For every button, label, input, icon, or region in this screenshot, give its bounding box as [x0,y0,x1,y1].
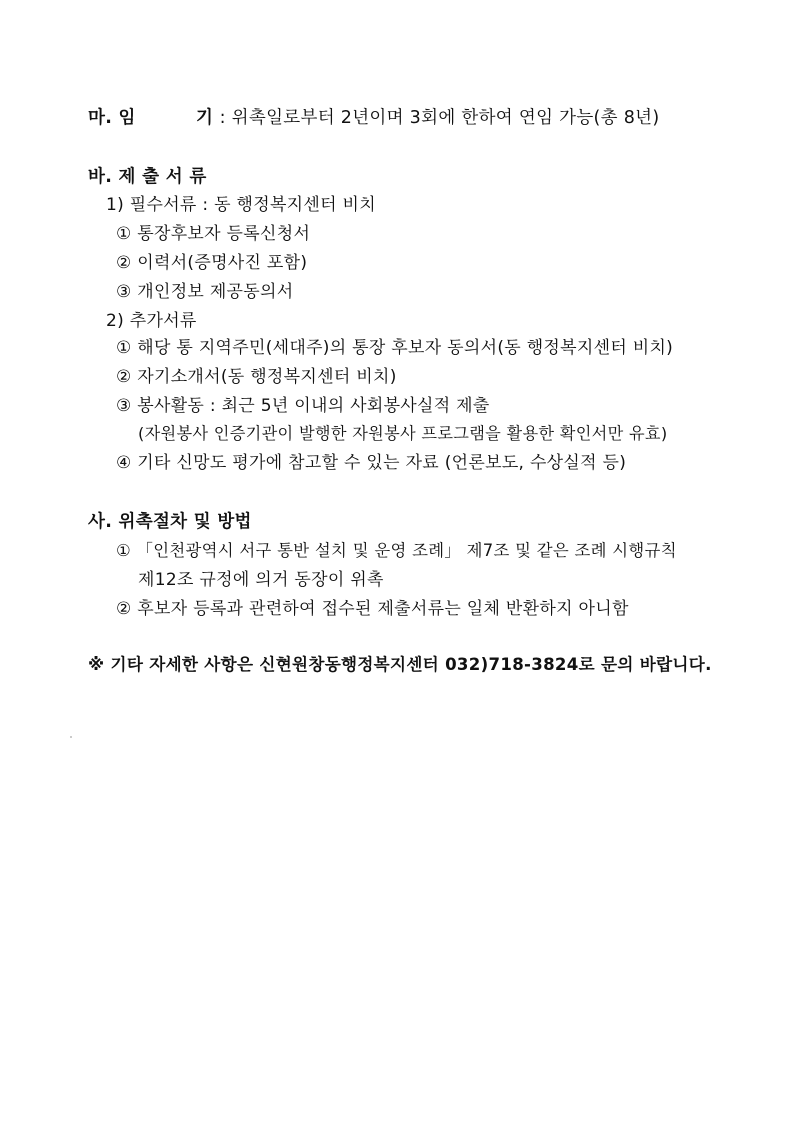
contact-note: ※ 기타 자세한 사항은 신현원창동행정복지센터 032)718-3824로 문의 바랍니다. [88,655,712,674]
term-text: : 위촉일로부터 2년이며 3회에 한하여 연임 가능(총 8년) [219,108,660,128]
required-doc-item: ② 이력서(증명사진 포함) [116,253,308,273]
additional-doc-item: ④ 기타 신망도 평가에 참고할 수 있는 자료 (언론보도, 수상실적 등) [116,453,627,473]
procedure-item-continued: 제12조 규정에 의거 동장이 위촉 [138,570,384,590]
term-label-end: 기 [196,108,214,128]
documents-heading: 바. 제 출 서 류 [88,167,207,187]
required-doc-item: ① 통장후보자 등록신청서 [116,224,311,244]
required-docs-title: 1) 필수서류 : 동 행정복지센터 비치 [106,195,376,215]
additional-doc-item: ③ 봉사활동 : 최근 5년 이내의 사회봉사실적 제출 [116,396,490,416]
term-label: 마. 임 [88,108,136,128]
term-line [88,108,660,128]
procedure-item: ② 후보자 등록과 관련하여 접수된 제출서류는 일체 반환하지 아니함 [116,599,629,619]
additional-doc-item-note: (자원봉사 인증기관이 발행한 자원봉사 프로그램을 활용한 확인서만 유효) [138,424,668,443]
additional-doc-item: ② 자기소개서(동 행정복지센터 비치) [116,367,397,387]
additional-docs-title: 2) 추가서류 [106,311,197,331]
required-doc-item: ③ 개인정보 제공동의서 [116,282,294,302]
additional-doc-item: ① 해당 통 지역주민(세대주)의 통장 후보자 동의서(동 행정복지센터 비치) [116,338,674,358]
procedure-item: ① 「인천광역시 서구 통반 설치 및 운영 조례」 제7조 및 같은 조례 시행규칙 [116,541,677,560]
scan-artifact [70,736,72,738]
procedure-heading: 사. 위촉절차 및 방법 [88,512,252,532]
